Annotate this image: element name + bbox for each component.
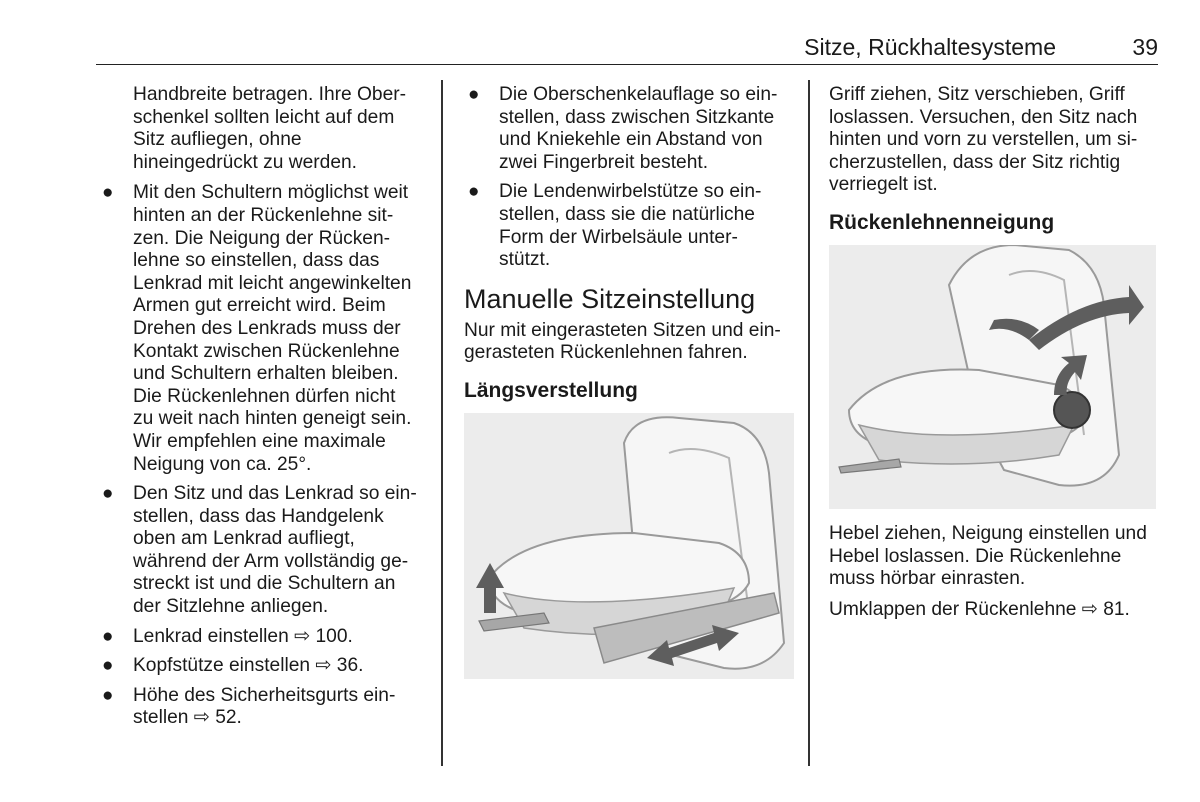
intro-paragraph: Griff ziehen, Sitz verschieben, Griff loslassen. Versuchen, den Sitz nach hinten und vorn zu verstellen, um si- cherzustellen, dass der Sitz richtig verriegelt ist.	[829, 84, 1138, 196]
cross-reference-link[interactable]: Kopfstütze einstellen ⇨ 36.	[133, 655, 364, 677]
bullet-list	[464, 84, 794, 272]
list-item	[98, 655, 428, 678]
column-divider	[441, 80, 443, 766]
subsection-heading: Längsverstellung	[464, 378, 638, 402]
column-right	[829, 84, 1159, 629]
bullet-icon: ●	[102, 684, 114, 706]
column-divider	[808, 80, 810, 766]
section-heading: Manuelle Sitzeinstellung	[464, 283, 756, 314]
bullet-list	[98, 182, 428, 730]
backrest-recline-illustration	[829, 245, 1156, 509]
page-header	[96, 30, 1158, 65]
list-item	[98, 626, 428, 649]
cross-reference-link[interactable]: stellen ⇨ 52.	[133, 707, 242, 729]
bullet-icon: ●	[102, 483, 114, 505]
bullet-icon: ●	[468, 84, 480, 105]
list-item: ● Höhe des Sicherheitsgurts ein- stellen ⇨ 52.	[102, 684, 396, 729]
column-middle	[464, 84, 794, 679]
bullet-icon: ●	[102, 655, 114, 677]
bullet-icon: ●	[468, 181, 480, 203]
list-item: ● Den Sitz und das Lenkrad so ein- stellen, dass das Handgelenk oben am Lenkrad aufliegt, während der Arm vollständig ge- streckt ist und die Schultern an der Sitzlehne anliegen.	[102, 483, 417, 618]
bullet-icon: ●	[102, 625, 114, 647]
seat-longitudinal-adjust-illustration	[464, 413, 794, 679]
cross-reference-link[interactable]: Umklappen der Rückenlehne ⇨ 81.	[829, 598, 1130, 620]
list-item: ● Die Oberschenkelauflage so ein- stellen, dass zwischen Sitzkante und Kniekehle ein Abstand von zwei Fingerbreit besteht.	[468, 84, 778, 173]
intro-paragraph: Handbreite betragen. Ihre Ober- schenkel sollten leicht auf dem Sitz aufliegen, ohne hineingedrückt zu werden.	[133, 84, 407, 173]
list-item: ● Die Lendenwirbelstütze so ein- stellen, dass sie die natürliche Form der Wirbelsäule unter- stützt.	[468, 181, 762, 271]
subsection-heading: Rückenlehnenneigung	[829, 210, 1055, 234]
section-paragraph: Nur mit eingerasteten Sitzen und ein- gerasteten Rückenlehnen fahren.	[464, 319, 781, 364]
cross-reference-link[interactable]: Lenkrad einstellen ⇨ 100.	[133, 625, 353, 647]
instruction-paragraph: Hebel ziehen, Neigung einstellen und Hebel loslassen. Die Rückenlehne muss hörbar einrasten.	[829, 522, 1147, 590]
bullet-icon: ●	[102, 182, 114, 204]
page-number: 39	[1132, 34, 1158, 60]
page-title: Sitze, Rückhaltesysteme	[804, 34, 1056, 60]
list-item: ● Mit den Schultern möglichst weit hinten an der Rückenlehne sit- zen. Die Neigung der Rücken- lehne so einstellen, dass das Lenkrad mit leicht angewinkelten Armen gut erreicht wird. Beim Drehen des Lenkrads muss der Kontakt zwischen Rückenlehne und Schultern erhalten bleiben. Die Rückenlehnen dürfen nicht zu weit nach hinten geneigt sein. Wir empfehlen eine maximale Neigung von ca. 25°.	[102, 182, 412, 475]
column-left	[98, 84, 428, 737]
